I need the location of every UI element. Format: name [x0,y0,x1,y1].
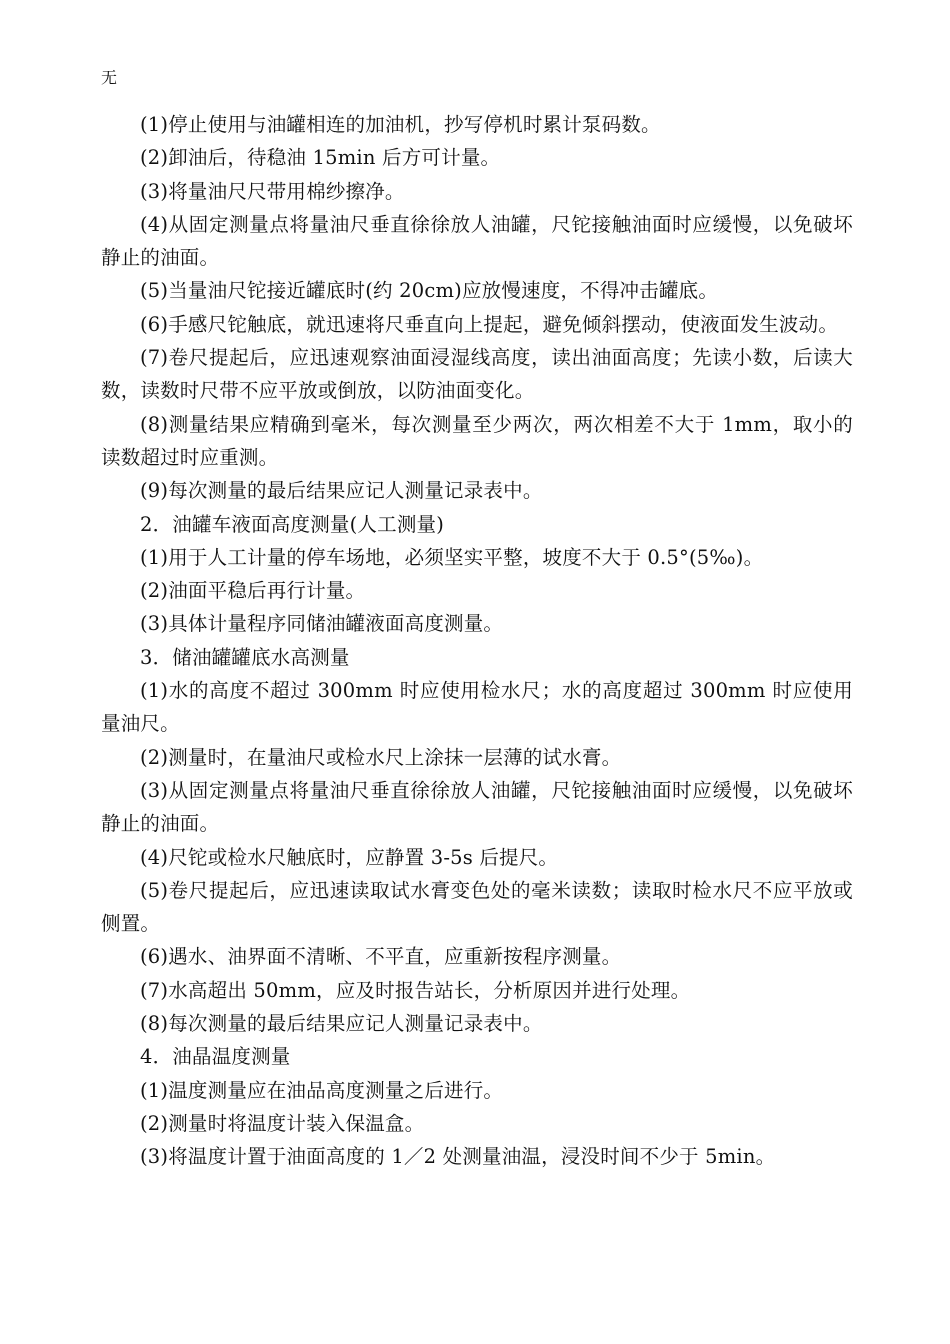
paragraph: (2)油面平稳后再行计量。 [140,579,366,603]
paragraph: (2)测量时，在量油尺或检水尺上涂抹一层薄的试水膏。 [140,745,622,769]
paragraph: (1)停止使用与油罐相连的加油机，抄写停机时累计泵码数。 [140,113,661,136]
paragraph: (3)将量油尺尺带用棉纱擦净。 [140,179,405,203]
paragraph: (8)每次测量的最后结果应记人测量记录表中。 [140,1012,543,1036]
header-mark: 无 [101,68,118,87]
paragraph: (5)当量油尺铊接近罐底时(约 20cm)应放慢速度，不得冲击罐底。 [140,279,719,303]
document-body [101,108,853,1174]
paragraph: (1)用于人工计量的停车场地，必须坚实平整，坡度不大于 0.5°(5‰)。 [140,545,764,569]
section-heading: 3．储油罐罐底水高测量 [140,645,350,669]
paragraph: (2)测量时将温度计装入保温盒。 [140,1111,425,1135]
section-heading: 2．油罐车液面高度测量(人工测量) [140,512,445,536]
paragraph: (1)温度测量应在油品高度测量之后进行。 [140,1078,504,1102]
paragraph: (1)水的高度不超过 300mm 时应使用检水尺；水的高度超过 300mm 时应使用量油尺。 [101,679,853,736]
paragraph: (6)手感尺铊触底，就迅速将尺垂直向上提起，避免倾斜摆动，使液面发生波动。 [140,312,839,336]
paragraph: (7)卷尺提起后，应迅速观察油面浸湿线高度，读出油面高度；先读小数，后读大数，读数时尺带不应平放或倒放，以防油面变化。 [101,346,853,403]
paragraph: (5)卷尺提起后，应迅速读取试水膏变色处的毫米读数；读取时检水尺不应平放或侧置。 [101,878,853,936]
paragraph: (3)具体计量程序同储油罐液面高度测量。 [140,612,504,636]
paragraph: (6)遇水、油界面不清晰、不平直，应重新按程序测量。 [140,945,622,969]
paragraph: (3)从固定测量点将量油尺垂直徐徐放人油罐，尺铊接触油面时应缓慢，以免破坏静止的油面。 [101,778,853,836]
paragraph: (8)测量结果应精确到毫米，每次测量至少两次，两次相差不大于 1mm，取小的读数超过时应重测。 [101,412,853,469]
paragraph: (7)水高超出 50mm，应及时报告站长，分析原因并进行处理。 [140,978,691,1002]
section-heading: 4．油晶温度测量 [140,1045,291,1069]
paragraph: (9)每次测量的最后结果应记人测量记录表中。 [140,479,543,503]
paragraph: (3)将温度计置于油面高度的 1／2 处测量油温，浸没时间不少于 5min。 [140,1145,776,1169]
paragraph: (4)尺铊或检水尺触底时，应静置 3-5s 后提尺。 [140,845,559,869]
paragraph: (4)从固定测量点将量油尺垂直徐徐放人油罐，尺铊接触油面时应缓慢，以免破坏静止的油面。 [101,212,853,270]
paragraph: (2)卸油后，待稳油 15min 后方可计量。 [140,146,501,170]
